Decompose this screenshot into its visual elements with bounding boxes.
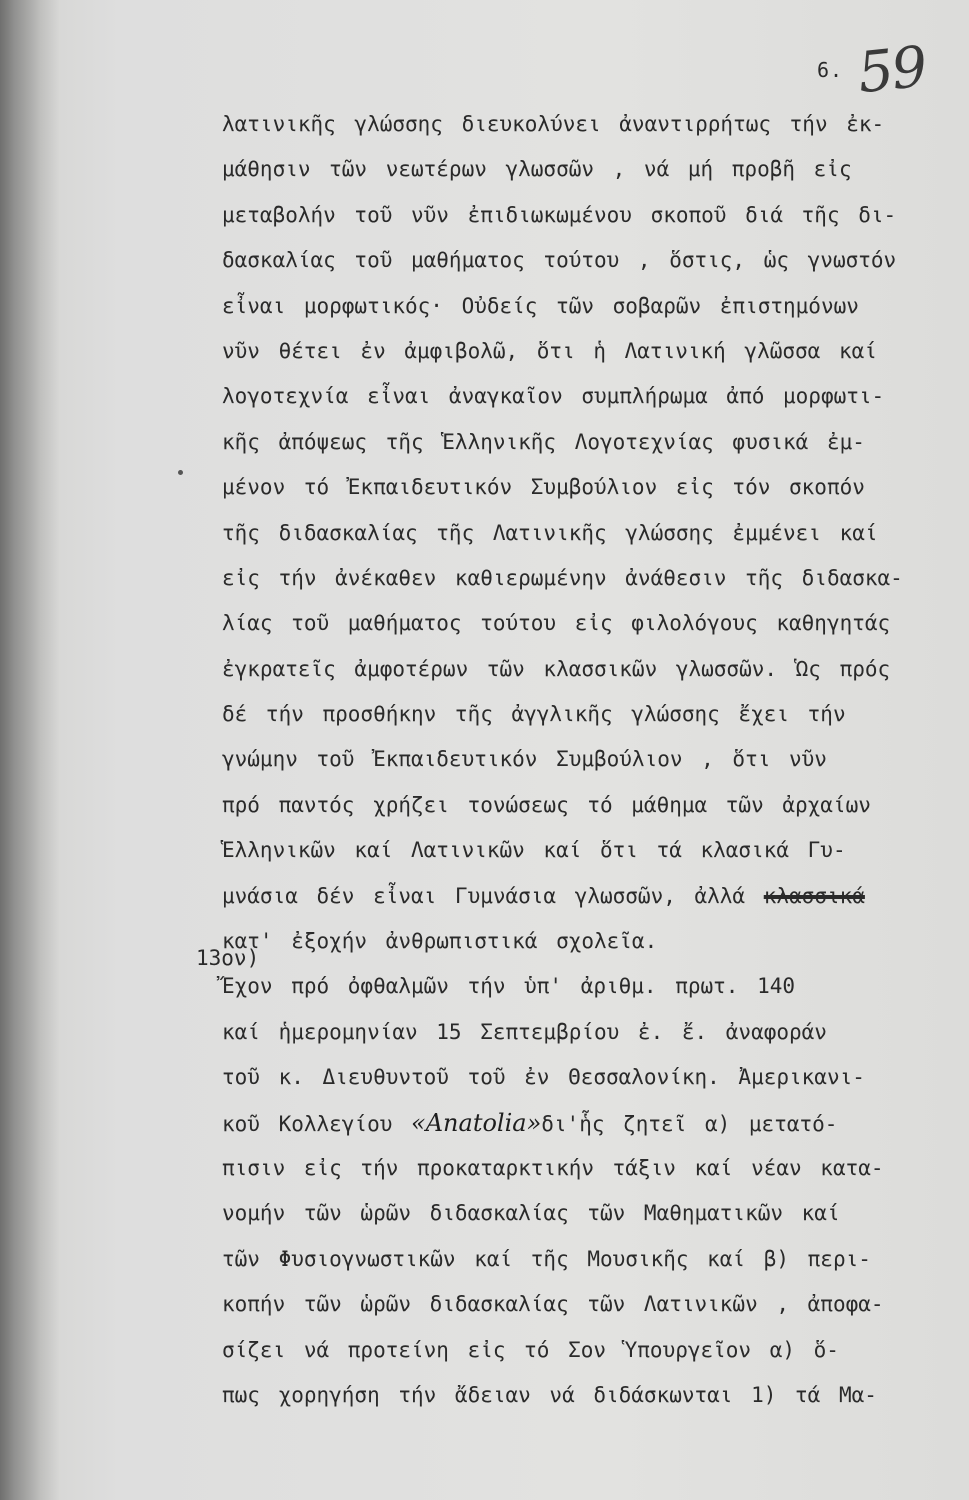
text-line: εἶναι μορφωτικός· Οὐδείς τῶν σοβαρῶν ἐπιστημόνων	[222, 293, 859, 318]
text-fragment: μνάσια δέν εἶναι Γυμνάσια γλωσσῶν, ἀλλά	[222, 883, 746, 908]
text-fragment: δι'ἧς ζητεῖ α) μετατό-	[541, 1111, 838, 1136]
text-line: δασκαλίας τοῦ μαθήματος τούτου , ὅστις, ὡς γνωστόν	[222, 248, 897, 273]
text-line: νῦν θέτει ἐν ἀμφιβολῶ, ὅτι ἡ Λατινική γλῶσσα καί	[222, 338, 877, 363]
text-line: λογοτεχνία εἶναι ἀναγκαῖον συμπλήρωμα ἀπό μορφωτι-	[222, 384, 885, 409]
text-line: πρό παντός χρήζει τονώσεως τό μάθημα τῶν ἀρχαίων	[222, 792, 871, 817]
text-line: τοῦ κ. Διευθυντοῦ τοῦ ἐν Θεσσαλονίκη. Ἀμερικανι-	[222, 1065, 865, 1090]
binding-shadow	[0, 0, 60, 1500]
text-fragment: κοῦ Κολλεγίου	[222, 1111, 393, 1136]
text-line: λίας τοῦ μαθήματος τούτου εἰς φιλολόγους καθηγητάς	[222, 611, 891, 636]
text-line: λατινικῆς γλώσσης διευκολύνει ἀναντιρρήτως τήν ἐκ-	[222, 112, 885, 136]
text-line: ἐγκρατεῖς ἀμφοτέρων τῶν κλασσικῶν γλωσσῶν. Ὡς πρός	[222, 656, 891, 681]
text-line: κῆς ἀπόψεως τῆς Ἑλληνικῆς Λογοτεχνίας φυσικά ἐμ-	[222, 429, 865, 454]
text-line-with-strikeout	[222, 874, 962, 919]
text-line-with-insert	[222, 1101, 962, 1146]
text-line: καί ἡμερομηνίαν 15 Σεπτεμβρίου ἐ. ἔ. ἀναφοράν	[222, 1019, 827, 1044]
margin-dot	[178, 470, 183, 475]
text-line: γνώμην τοῦ Ἐκπαιδευτικόν Συμβούλιον , ὅτι νῦν	[222, 747, 827, 772]
struck-out-word: κλασσικά	[763, 883, 865, 908]
text-line: νομήν τῶν ὡρῶν διδασκαλίας τῶν Μαθηματικῶν καί	[222, 1201, 840, 1226]
text-line: κοπήν τῶν ὡρῶν διδασκαλίας τῶν Λατινικῶν , ἀποφα-	[222, 1292, 884, 1317]
text-line: μεταβολήν τοῦ νῦν ἐπιδιωκωμένου σκοποῦ διά τῆς δι-	[222, 202, 897, 227]
text-line: Ἑλληνικῶν καί Λατινικῶν καί ὅτι τά κλασικά Γυ-	[222, 838, 846, 863]
text-line: μένον τό Ἐκπαιδευτικόν Συμβούλιον εἰς τόν σκοπόν	[222, 475, 865, 500]
text-line: κατ' ἐξοχήν ἀνθρωπιστικά σχολεῖα.	[222, 929, 658, 954]
text-line: δέ τήν προσθήκην τῆς ἀγγλικῆς γλώσσης ἔχει τήν	[222, 702, 846, 727]
text-line: Ἔχον πρό ὀφθαλμῶν τήν ὑπ' ἀριθμ. πρωτ. 140	[222, 974, 796, 999]
text-line: μάθησιν τῶν νεωτέρων γλωσσῶν , νά μή προβῆ εἰς	[222, 157, 852, 182]
handwritten-insert: «Anatolia»	[411, 1108, 542, 1137]
text-line: εἰς τήν ἀνέκαθεν καθιερωμένην ἀνάθεσιν τῆς διδασκα-	[222, 565, 903, 590]
page-number: 6.	[817, 58, 844, 82]
text-line: τῶν Φυσιογνωστικῶν καί τῆς Μουσικῆς καί β) περι-	[222, 1246, 871, 1271]
typed-text-body	[222, 102, 962, 1418]
text-line: πισιν εἰς τήν προκαταρκτικήν τάξιν καί νέαν κατα-	[222, 1155, 884, 1180]
text-line: τῆς διδασκαλίας τῆς Λατινικῆς γλώσσης ἐμμένει καί	[222, 520, 878, 545]
handwritten-folio-number: 59	[854, 34, 929, 107]
text-line: πως χορηγήση τήν ἄδειαν νά διδάσκωνται 1) τά Μα-	[222, 1382, 877, 1407]
text-line: σίζει νά προτείνη εἰς τό Σον Ὑπουργεῖον α) ὅ-	[222, 1337, 839, 1362]
item-number: 13ον)	[196, 946, 260, 970]
